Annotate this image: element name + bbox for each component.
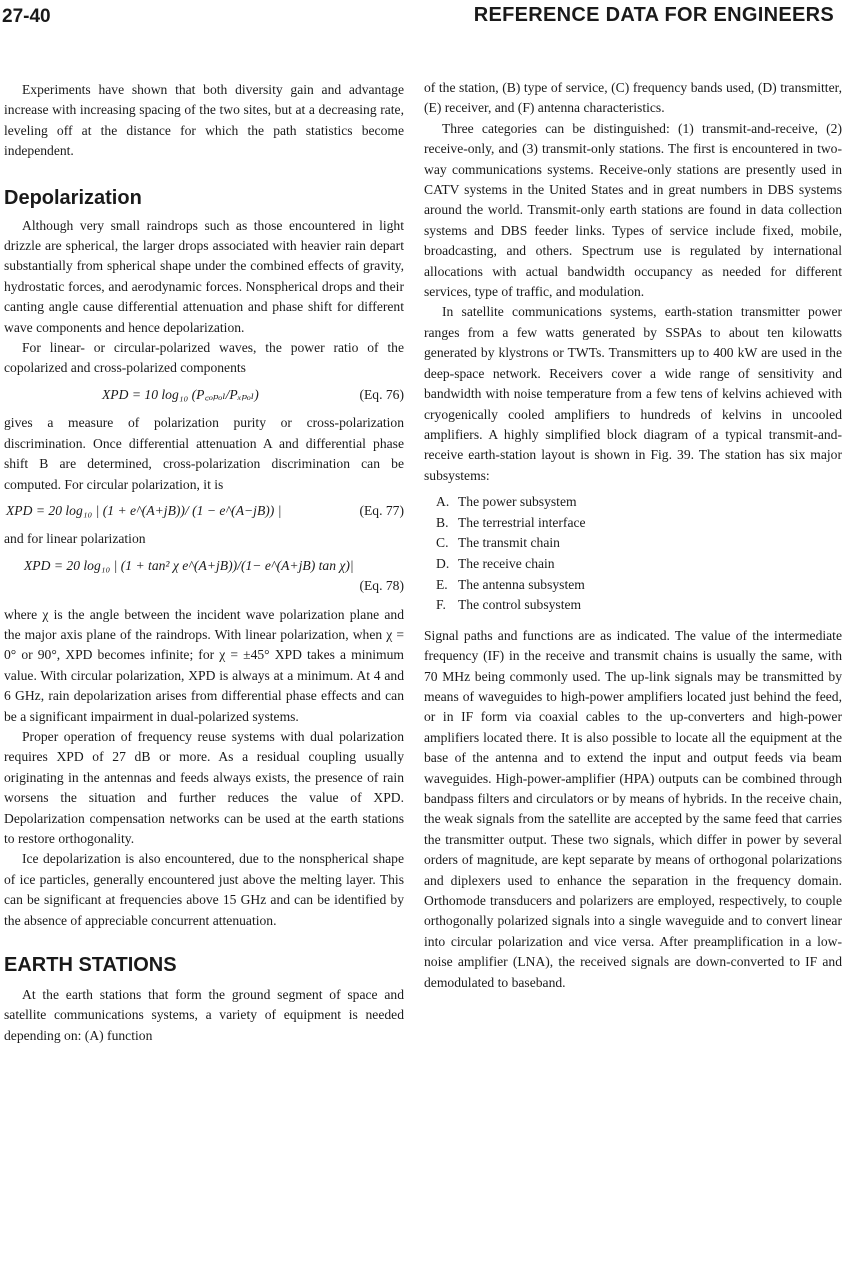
equation-78-expression: XPD = 20 log₁₀ | (1 + tan² χ e^(A+jB))/(1− e^(A+jB) tan χ)| xyxy=(24,557,354,573)
page-number: 27-40 xyxy=(2,6,51,27)
paragraph-raindrops: Although very small raindrops such as those encountered in light drizzle are spherical, the larger drops associated with heavier rain depart substantially from spherical shape under the combined effects of gravity, hydrostatic forces, and aerodynamic forces. Nonspherical drops and their canting angle cause differential attenuation and phase shift for different wave components and hence depolarization. xyxy=(4,217,404,335)
right-column xyxy=(424,78,842,993)
paragraph-station-function: of the station, (B) type of service, (C) frequency bands used, (D) transmitter, (E) receiver, and (F) antenna characteristics. xyxy=(424,80,842,116)
list-item xyxy=(436,533,842,554)
equation-78 xyxy=(4,556,404,597)
paragraph-categories: Three categories can be distinguished: (1) transmit-and-receive, (2) receive-only, and (3) transmit-only stations. The first is encountered in two-way communications systems. Receive-only stations are presently used in CATV systems in the United States and in great numbers in DBS systems around the world. Transmit-only earth stations are found in data collection systems and DBS feeder links. Types of service include fixed, mobile, broadcasting, and others. Spectrum use is regulated by international allocations with actual bandwidth occupancy as needed for different services, type of traffic, and modulation. xyxy=(424,120,842,300)
list-item-text: The power subsystem xyxy=(458,494,577,510)
equation-78-number: (Eq. 78) xyxy=(359,578,404,594)
equation-76-number: (Eq. 76) xyxy=(359,386,404,402)
paragraph-earth-stations-intro: At the earth stations that form the ground segment of space and satellite communications systems, a variety of equipment is needed depending on: (A) function xyxy=(4,987,404,1043)
paragraph-signal-paths: Signal paths and functions are as indicated. The value of the intermediate frequency (IF) in the receive and transmit chains is usually the same, with 70 MHz being commonly used. The up-link signals may be transmitted by means of waveguides to high-power amplifiers located just behind the feed, or in IF form via coaxial cables to the up-converters and high-power amplifiers located there. It is also possible to locate all the equipment at the base of the antenna and to extend the input and output feeds via beam waveguides. High-power-amplifier (HPA) outputs can be combined through bandpass filters and circulators or by means of hybrids. In the receive chain, the weak signals from the satellite are accepted by the same feed that carries the transmitter output. These two signals, which differ in power by several orders of magnitude, are kept separate by means of orthogonal polarizations and diplexers used to enhance the separation in the frequency domain. Orthomode transducers and polarizers are employed, respectively, to couple orthogonally polarized signals into a single waveguide and to convert linear into circular polarization and vice versa. After preamplification in a low-noise amplifier (LNA), the received signals are down-converted to IF and demodulated to baseband. xyxy=(424,627,842,990)
list-item-letter: E. xyxy=(436,576,448,592)
equation-76-expression: XPD = 10 log₁₀ (P꜀ₒₚₒₗ/Pₓₚₒₗ) xyxy=(102,386,259,402)
paragraph-polarization-purity: gives a measure of polarization purity or cross-polarization discrimination. Once differential attenuation A and differential phase shift B are determined, cross-polarization discrimination can be computed. For circular polarization, it is xyxy=(4,415,404,492)
list-item-text: The control subsystem xyxy=(458,597,582,613)
list-item xyxy=(436,575,842,596)
equation-77-number: (Eq. 77) xyxy=(359,502,404,518)
subsystem-list xyxy=(424,492,842,616)
paragraph-frequency-reuse: Proper operation of frequency reuse systems with dual polarization requires XPD of 27 dB or more. As a residual coupling usually originating in the antennas and feeds always exists, the presence of rain worsens the situation and further reduces the value of XPD. Depolarization compensation networks can be used at the earth stations to restore orthogonality. xyxy=(4,728,404,846)
list-item xyxy=(436,492,842,513)
paragraph-transmitter-power: In satellite communications systems, earth-station transmitter power ranges from a few watts generated by SSPAs to about ten kilowatts generated by klystrons or TWTs. Transmitters up to 400 kW are used in the deep-space network. Receivers cover a wide range of sensitivity and bandwidth with noise temperature from a few tens of kelvins achieved with cryogenically cooled amplifiers to hundreds of kelvins in uncooled amplifiers. A highly simplified block diagram of a typical transmit-and-receive earth-station layout is shown in Fig. 39. The station has six major subsystems: xyxy=(424,304,842,483)
list-item xyxy=(436,595,842,616)
list-item xyxy=(436,554,842,575)
list-item-text: The transmit chain xyxy=(458,535,560,551)
equation-76 xyxy=(4,385,404,405)
paragraph-power-ratio: For linear- or circular-polarized waves, the power ratio of the copolarized and cross-polarized components xyxy=(4,340,404,376)
heading-depolarization: Depolarization xyxy=(4,186,142,209)
left-column xyxy=(4,80,404,1046)
list-item-letter: A. xyxy=(436,494,450,510)
equation-77 xyxy=(4,501,404,521)
list-item-text: The receive chain xyxy=(458,555,555,571)
paragraph-diversity: Experiments have shown that both diversity gain and advantage increase with increasing spacing of the two sites, but at a decreasing rate, leveling off at the distance for which the path statistics become independent. xyxy=(4,82,404,159)
paragraph-chi-angle: where χ is the angle between the incident wave polarization plane and the major axis plane of the raindrops. With linear polarization, when χ = 0° or 90°, XPD becomes infinite; for χ = ±45° XPD takes a minimum value. With circular polarization, XPD is always at a minimum. At 4 and 6 GHz, rain depolarization arises from differential phase effects and can be a significant impairment in dual-polarized systems. xyxy=(4,606,404,724)
page-header xyxy=(0,0,846,40)
list-item-letter: C. xyxy=(436,535,449,551)
heading-earth-stations: EARTH STATIONS xyxy=(4,954,177,977)
list-item-text: The terrestrial interface xyxy=(458,514,586,530)
paragraph-ice-depolarization: Ice depolarization is also encountered, due to the nonspherical shape of ice particles, generally encountered just above the melting layer. This can be significant at frequencies above 15 GHz and can be identified by the absence of appreciable concurrent attenuation. xyxy=(4,851,404,928)
list-item-letter: B. xyxy=(436,514,449,530)
equation-77-expression: XPD = 20 log₁₀ | (1 + e^(A+jB))/ (1 − e^(A−jB)) | xyxy=(6,502,282,518)
list-item-letter: D. xyxy=(436,555,450,571)
list-item xyxy=(436,513,842,534)
list-item-text: The antenna subsystem xyxy=(458,576,585,592)
paragraph-linear-polarization: and for linear polarization xyxy=(4,531,146,547)
list-item-letter: F. xyxy=(436,597,446,613)
running-title: REFERENCE DATA FOR ENGINEERS xyxy=(473,4,834,26)
